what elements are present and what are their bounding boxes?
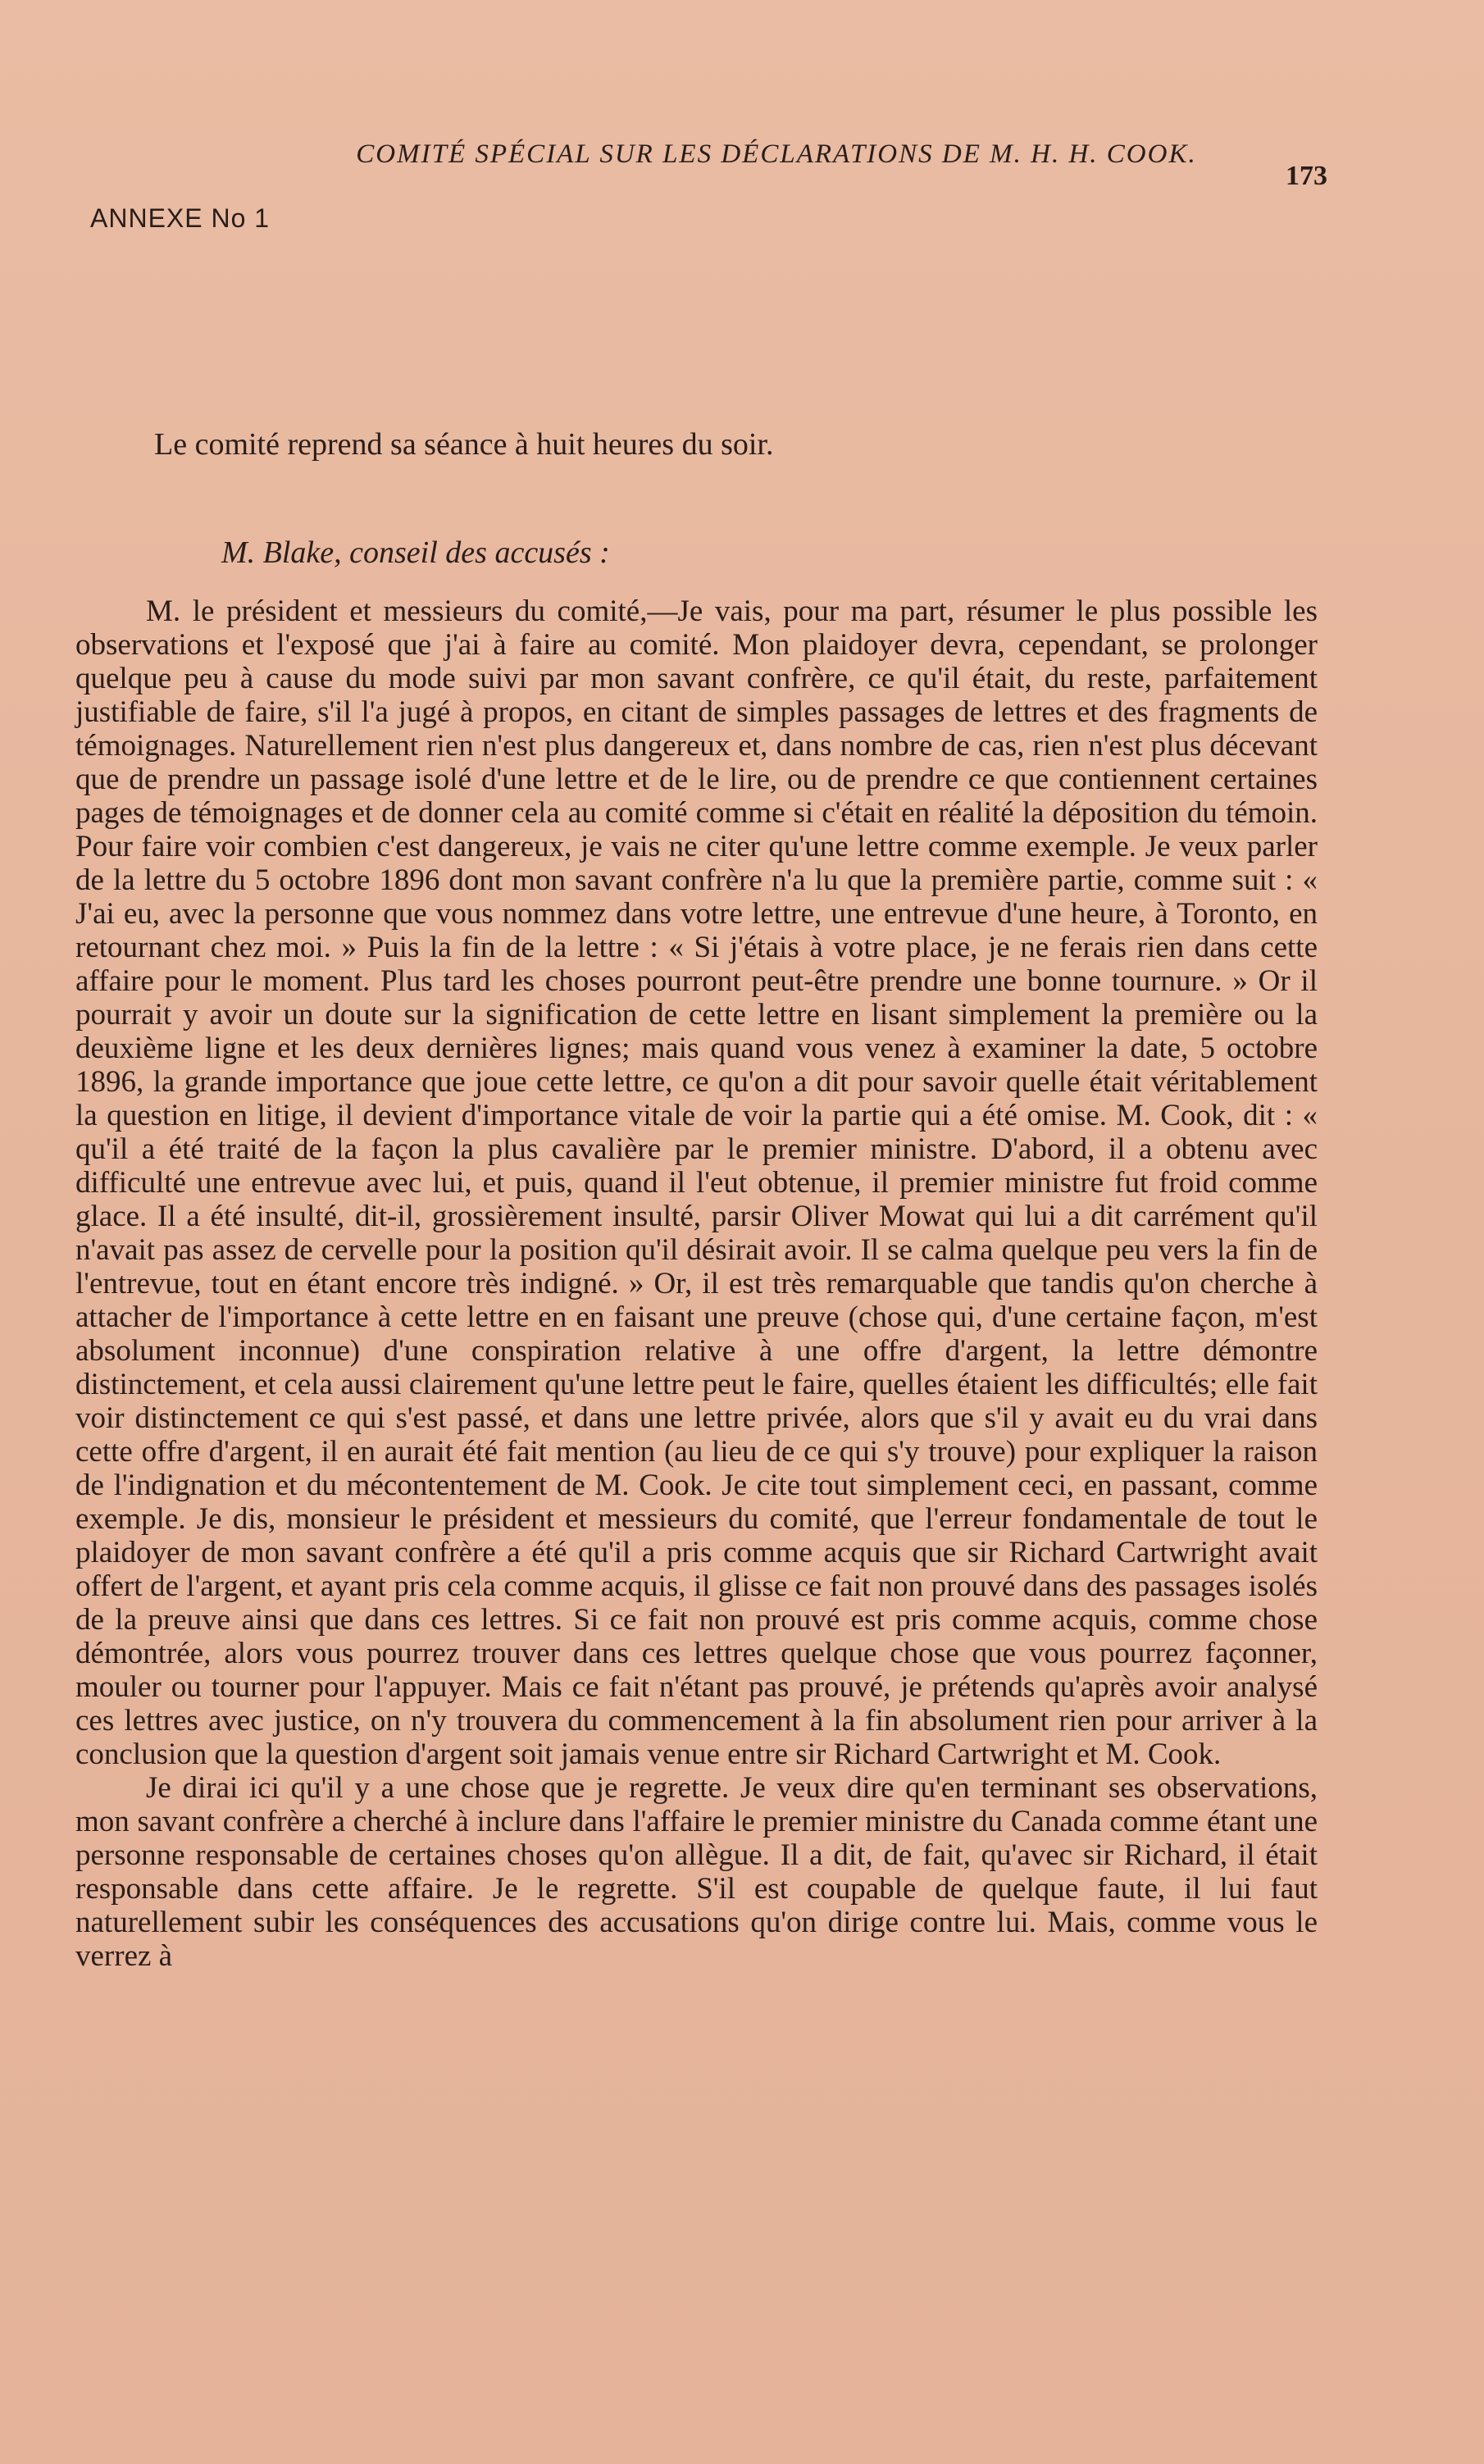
speaker-heading: M. Blake, conseil des accusés : <box>221 535 610 570</box>
running-header: COMITÉ SPÉCIAL SUR LES DÉCLARATIONS DE M. H. H. COOK. <box>356 139 1197 169</box>
session-resume-line: Le comité reprend sa séance à huit heures du soir. <box>154 427 774 462</box>
paragraph-2: Je dirai ici qu'il y a une chose que je regrette. Je veux dire qu'en terminant ses observations, mon savant confrère a cherché à inclure dans l'affaire le premier ministre du Canada comme étant une personne responsable de certaines choses qu'on allègue. Il a dit, de fait, qu'avec sir Richard, il était responsable dans cette affaire. Je le regrette. S'il est coupable de quelque faute, il lui faut naturellement subir les conséquences des accusations qu'on dirige contre lui. Mais, comme vous le verrez à <box>75 1771 1318 1973</box>
page-number: 173 <box>1286 161 1327 191</box>
body-text <box>75 594 1318 1973</box>
paragraph-1: M. le président et messieurs du comité,—Je vais, pour ma part, résumer le plus possible les observations et l'exposé que j'ai à faire au comité. Mon plaidoyer devra, cependant, se prolonger quelque peu à cause du mode suivi par mon savant confrère, ce qu'il était, du reste, parfaitement justifiable de faire, s'il l'a jugé à propos, en citant de simples passages de lettres et des fragments de témoignages. Naturellement rien n'est plus dangereux et, dans nombre de cas, rien n'est plus décevant que de prendre un passage isolé d'une lettre et de le lire, ou de prendre ce que contiennent certaines pages de témoignages et de donner cela au comité comme si c'était en réalité la déposition du témoin. Pour faire voir combien c'est dangereux, je vais ne citer qu'une lettre comme exemple. Je veux parler de la lettre du 5 octobre 1896 dont mon savant confrère n'a lu que la première partie, comme suit : « J'ai eu, avec la personne que vous nommez dans votre lettre, une entrevue d'une heure, à Toronto, en retournant chez moi. » Puis la fin de la lettre : « Si j'étais à votre place, je ne ferais rien dans cette affaire pour le moment. Plus tard les choses pourront peut-être prendre une bonne tournure. » Or il pourrait y avoir un doute sur la signification de cette lettre en lisant simplement la première ou la deuxième ligne et les deux dernières lignes; mais quand vous venez à examiner la date, 5 octobre 1896, la grande importance que joue cette lettre, ce qu'on a dit pour savoir quelle était véritablement la question en litige, il devient d'importance vitale de voir la partie qui a été omise. M. Cook, dit : « qu'il a été traité de la façon la plus cavalière par le premier ministre. D'abord, il a obtenu avec difficulté une entrevue avec lui, et puis, quand il l'eut obtenue, il premier ministre fut froid comme glace. Il a été insulté, dit-il, grossièrement insulté, parsir Oliver Mowat qui lui a dit carrément qu'il n'avait pas assez de cervelle pour la position qu'il désirait avoir. Il se calma quelque peu vers la fin de l'entrevue, tout en étant encore très indigné. » Or, il est très remarquable que tandis qu'on cherche à attacher de l'importance à cette lettre en en faisant une preuve (chose qui, d'une certaine façon, m'est absolument inconnue) d'une conspiration relative à une offre d'argent, la lettre démontre distinctement, et cela aussi clairement qu'une lettre peut le faire, quelles étaient les difficultés; elle fait voir distinctement ce qui s'est passé, et dans une lettre privée, alors que s'il y avait eu du vrai dans cette offre d'argent, il en aurait été fait mention (au lieu de ce qui s'y trouve) pour expliquer la raison de l'indignation et du mécontentement de M. Cook. Je cite tout simplement ceci, en passant, comme exemple. Je dis, monsieur le président et messieurs du comité, que l'erreur fondamentale de tout le plaidoyer de mon savant confrère a été qu'il a pris comme acquis que sir Richard Cartwright avait offert de l'argent, et ayant pris cela comme acquis, il glisse ce fait non prouvé dans des passages isolés de la preuve ainsi que dans ces lettres. Si ce fait non prouvé est pris comme acquis, comme chose démontrée, alors vous pourrez trouver dans ces lettres quelque chose que vous pourrez façonner, mouler ou tourner pour l'appuyer. Mais ce fait n'étant pas prouvé, je prétends qu'après avoir analysé ces lettres avec justice, on n'y trouvera du commencement à la fin absolument rien pour arriver à la conclusion que la question d'argent soit jamais venue entre sir Richard Cartwright et M. Cook. <box>75 594 1318 1771</box>
annex-label: ANNEXE No 1 <box>90 203 271 233</box>
